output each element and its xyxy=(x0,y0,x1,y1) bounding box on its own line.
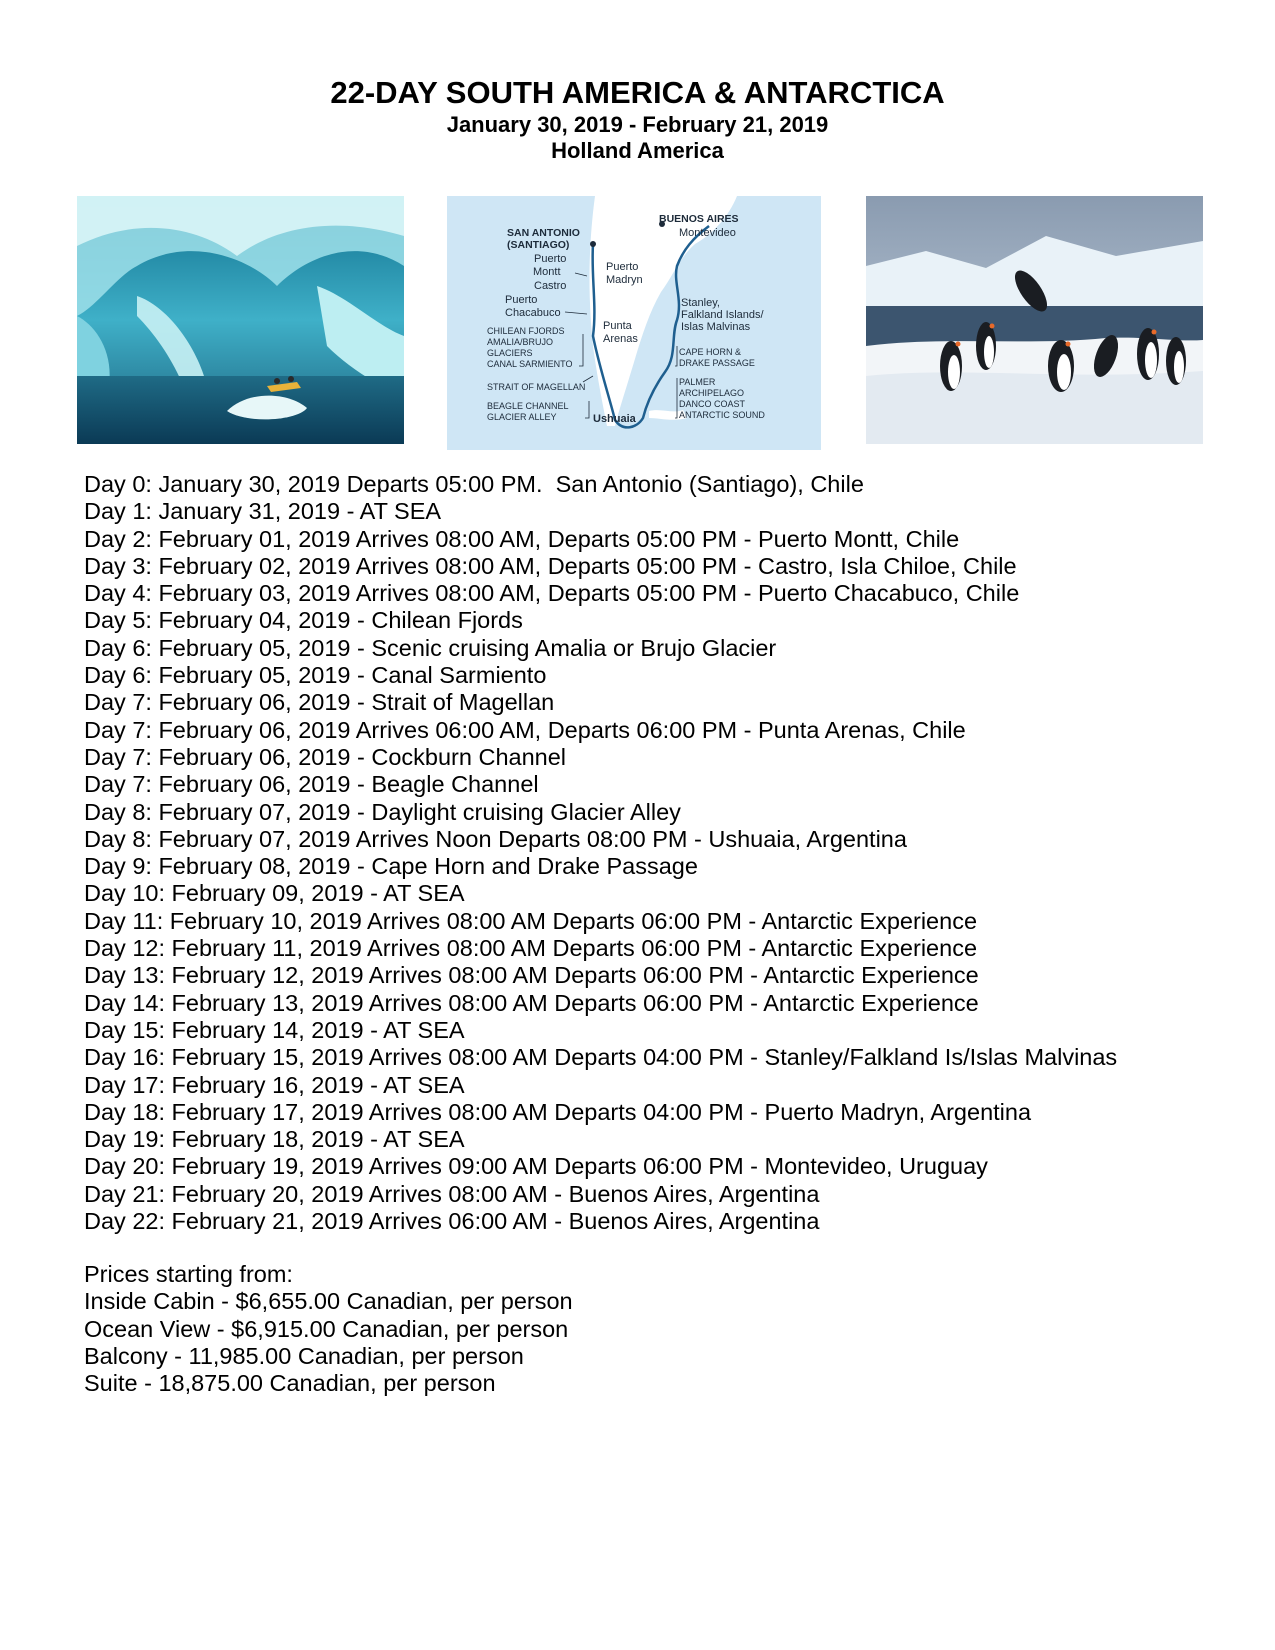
map-label-chacabuco: Chacabuco xyxy=(505,307,561,319)
document-header xyxy=(0,74,1275,164)
map-label-san-antonio: SAN ANTONIO xyxy=(507,227,580,239)
map-label-cape-horn: CAPE HORN & xyxy=(679,347,742,357)
itinerary-day: Day 8: February 07, 2019 Arrives Noon Departs 08:00 PM - Ushuaia, Argentina xyxy=(84,825,907,852)
map-label-glacier-alley: GLACIER ALLEY xyxy=(487,412,557,422)
itinerary-day: Day 11: February 10, 2019 Arrives 08:00 AM Departs 06:00 PM - Antarctic Experience xyxy=(84,907,978,934)
map-label-castro: Castro xyxy=(534,280,567,292)
price-heading: Prices starting from: xyxy=(84,1261,293,1287)
itinerary-day: Day 7: February 06, 2019 - Cockburn Channel xyxy=(84,743,567,770)
map-label-canal-sarmiento: CANAL SARMIENTO xyxy=(487,359,573,369)
map-label-glaciers: GLACIERS xyxy=(487,348,533,358)
itinerary-day: Day 7: February 06, 2019 Arrives 06:00 AM, Departs 06:00 PM - Punta Arenas, Chile xyxy=(84,716,966,743)
map-label-chilean-fjords: CHILEAN FJORDS xyxy=(487,326,565,336)
itinerary-day: Day 16: February 15, 2019 Arrives 08:00 AM Departs 04:00 PM - Stanley/Falkland Is/Islas Malvinas xyxy=(84,1044,1118,1071)
price-list xyxy=(84,1261,984,1397)
map-label-beagle-channel: BEAGLE CHANNEL xyxy=(487,401,569,411)
itinerary-day: Day 20: February 19, 2019 Arrives 09:00 AM Departs 06:00 PM - Montevideo, Uruguay xyxy=(84,1153,988,1180)
ice-arch-photo xyxy=(77,196,404,444)
map-label-puerto-chacabuco-1: Puerto xyxy=(505,294,538,306)
map-label-malvinas: Islas Malvinas xyxy=(681,321,751,333)
map-label-punta: Punta xyxy=(603,320,632,332)
itinerary-day: Day 10: February 09, 2019 - AT SEA xyxy=(84,880,465,907)
itinerary-day: Day 7: February 06, 2019 - Strait of Magellan xyxy=(84,689,555,716)
price-inside-cabin: Inside Cabin - $6,655.00 Canadian, per person xyxy=(84,1288,573,1315)
itinerary-day: Day 15: February 14, 2019 - AT SEA xyxy=(84,1016,465,1043)
itinerary-day: Day 5: February 04, 2019 - Chilean Fjords xyxy=(84,607,523,634)
itinerary-day: Day 0: January 30, 2019 Departs 05:00 PM. San Antonio (Santiago), Chile xyxy=(84,471,864,497)
itinerary-day: Day 14: February 13, 2019 Arrives 08:00 AM Departs 06:00 PM - Antarctic Experience xyxy=(84,989,979,1016)
itinerary-day: Day 21: February 20, 2019 Arrives 08:00 AM - Buenos Aires, Argentina xyxy=(84,1180,820,1207)
penguins-photo xyxy=(866,196,1203,444)
map-label-archipelago: ARCHIPELAGO xyxy=(679,388,745,398)
map-label-amalia-brujo: AMALIA/BRUJO xyxy=(487,337,554,347)
map-label-danco-coast: DANCO COAST xyxy=(679,399,746,409)
itinerary-day: Day 18: February 17, 2019 Arrives 08:00 AM Departs 04:00 PM - Puerto Madryn, Argentina xyxy=(84,1098,1032,1125)
map-label-montt: Montt xyxy=(533,266,561,278)
map-label-santiago: (SANTIAGO) xyxy=(507,239,570,251)
map-label-puerto-madryn-1: Puerto xyxy=(606,261,639,273)
map-label-palmer: PALMER xyxy=(679,377,716,387)
itinerary-day: Day 3: February 02, 2019 Arrives 08:00 AM, Departs 05:00 PM - Castro, Isla Chiloe, Chile xyxy=(84,552,1017,579)
map-label-madryn: Madryn xyxy=(606,274,643,286)
itinerary-day: Day 6: February 05, 2019 - Canal Sarmiento xyxy=(84,662,547,689)
itinerary-day: Day 13: February 12, 2019 Arrives 08:00 AM Departs 06:00 PM - Antarctic Experience xyxy=(84,962,979,989)
map-label-antarctic-sound: ANTARCTIC SOUND xyxy=(679,410,765,420)
price-ocean-view: Ocean View - $6,915.00 Canadian, per person xyxy=(84,1315,569,1342)
cruise-dates: January 30, 2019 - February 21, 2019 xyxy=(446,112,829,137)
itinerary-day: Day 8: February 07, 2019 - Daylight cruising Glacier Alley xyxy=(84,798,681,825)
itinerary-day: Day 9: February 08, 2019 - Cape Horn and Drake Passage xyxy=(84,853,698,880)
itinerary-day: Day 1: January 31, 2019 - AT SEA xyxy=(84,498,442,525)
itinerary-day: Day 17: February 16, 2019 - AT SEA xyxy=(84,1071,465,1098)
itinerary-day: Day 7: February 06, 2019 - Beagle Channel xyxy=(84,771,539,798)
price-suite: Suite - 18,875.00 Canadian, per person xyxy=(84,1370,496,1397)
itinerary-list xyxy=(84,471,1234,1235)
map-label-buenos-aires: BUENOS AIRES xyxy=(659,213,739,225)
map-label-falkland: Falkland Islands/ xyxy=(681,309,764,321)
map-label-montevideo: Montevideo xyxy=(679,227,736,239)
map-label-strait-magellan: STRAIT OF MAGELLAN xyxy=(487,382,586,392)
itinerary-day: Day 22: February 21, 2019 Arrives 06:00 AM - Buenos Aires, Argentina xyxy=(84,1208,820,1235)
map-label-puerto-montt-1: Puerto xyxy=(534,253,567,265)
itinerary-day: Day 2: February 01, 2019 Arrives 08:00 AM, Departs 05:00 PM - Puerto Montt, Chile xyxy=(84,525,960,552)
itinerary-day: Day 4: February 03, 2019 Arrives 08:00 AM, Departs 05:00 PM - Puerto Chacabuco, Chile xyxy=(84,580,1020,607)
map-label-stanley: Stanley, xyxy=(681,297,720,309)
price-balcony: Balcony - 11,985.00 Canadian, per person xyxy=(84,1342,524,1369)
itinerary-day: Day 6: February 05, 2019 - Scenic cruising Amalia or Brujo Glacier xyxy=(84,634,777,661)
itinerary-day: Day 12: February 11, 2019 Arrives 08:00 AM Departs 06:00 PM - Antarctic Experience xyxy=(84,935,978,962)
map-label-arenas: Arenas xyxy=(603,333,638,345)
itinerary-day: Day 19: February 18, 2019 - AT SEA xyxy=(84,1126,465,1153)
map-label-ushuaia: Ushuaia xyxy=(593,413,636,425)
map-label-drake-passage: DRAKE PASSAGE xyxy=(679,358,755,368)
document-title: 22-DAY SOUTH AMERICA & ANTARCTICA xyxy=(330,75,945,110)
route-map xyxy=(447,196,821,450)
cruise-line: Holland America xyxy=(551,138,724,163)
